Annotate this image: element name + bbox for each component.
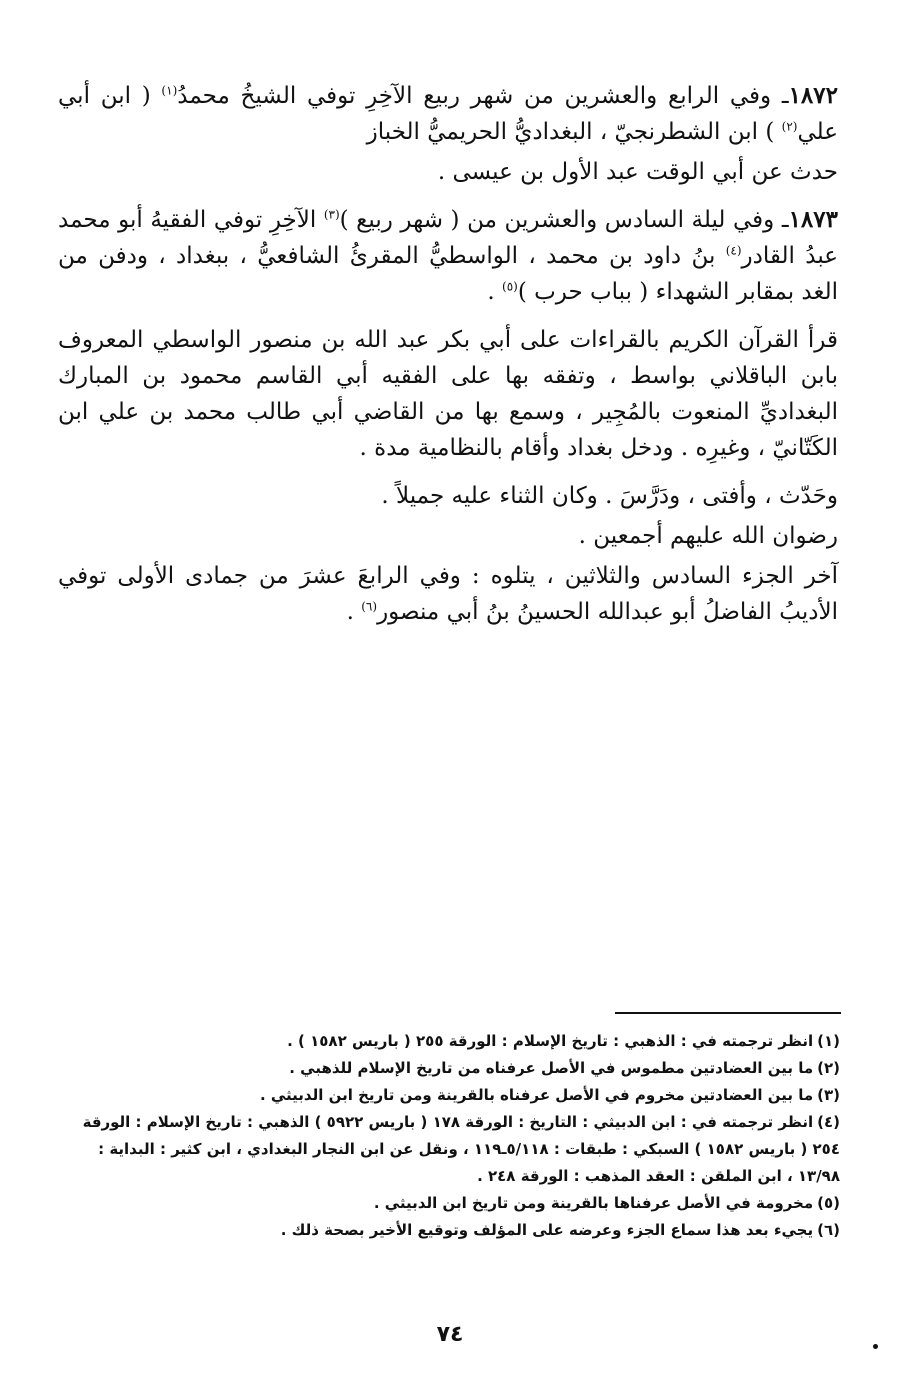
footnote-number: (٤) xyxy=(817,1113,840,1131)
closing-text: آخر الجزء السادس والثلاثين ، يتلوه : وفي الرابعَ عشرَ من جمادى الأولى توفي الأديبُ الفاضلُ أبو عبدالله الحسينُ بنُ أبي منصور xyxy=(58,563,838,625)
footnote-ref: (٢) xyxy=(781,119,798,134)
entry-number: ١٨٧٢ xyxy=(788,82,838,109)
footnotes xyxy=(62,1028,840,1244)
footnote xyxy=(62,1082,840,1109)
footnote-text: يجيء بعد هذا سماع الجزء وعرضه على المؤلف وتوقيع الأخير بصحة ذلك . xyxy=(280,1221,814,1239)
entry-1873-paragraph: رضوان الله عليهم أجمعين . xyxy=(578,523,838,549)
footnote-number: (٥) xyxy=(817,1194,840,1212)
closing-text: . xyxy=(346,599,362,625)
entry-text: ـ وفي الرابع والعشرين من شهر ربيع الآخِرِ توفي الشيخُ محمدُ xyxy=(177,83,789,109)
footnote-text: مخرومة في الأصل عرفناها بالقرينة ومن تاريخ ابن الدبيثي . xyxy=(373,1194,814,1212)
entry-text: . xyxy=(487,279,502,305)
entry-text: الآخِرِ توفي الفقيهُ أبو محمد عبدُ القادر xyxy=(58,207,838,269)
footnote xyxy=(62,1217,840,1244)
footnote-number: (٦) xyxy=(817,1221,840,1239)
footnote-divider xyxy=(615,1012,841,1014)
entry-1873-heading xyxy=(58,202,838,310)
footnote xyxy=(62,1109,840,1190)
entry-1873-paragraph: وحَدّث ، وأفتى ، ودَرَّسَ . وكان الثناء عليه جميلاً . xyxy=(381,483,838,509)
footnote xyxy=(62,1055,840,1082)
entry-1872-heading xyxy=(58,78,838,150)
entry-1873-paragraph: قرأ القرآن الكريم بالقراءات على أبي بكر عبد الله بن منصور الواسطي المعروف بابن الباقلاني بواسط ، وتفقه بها على الفقيه أبي القاسم محمود بن المبارك البغداديِّ المنعوت بالمُجِير ، وسمع بها من القاضي أبي طالب محمد بن علي ابن الكَتّانيّ ، وغيرِه . ودخل بغداد وأقام بالنظامية مدة . xyxy=(58,327,838,461)
footnote xyxy=(62,1028,840,1055)
footnote-ref: (٣) xyxy=(323,207,340,222)
footnote-ref: (٤) xyxy=(725,243,742,258)
entry-text: ) ابن الشطرنجيّ ، البغداديُّ الحريميُّ الخباز xyxy=(366,119,782,145)
footnote-text: ما بين العضادتين مخروم في الأصل عرفناه بالقرينة ومن تاريخ ابن الدبيثي . xyxy=(259,1086,814,1104)
main-text xyxy=(58,78,838,642)
footnote-number: (١) xyxy=(817,1032,840,1050)
entry-number: ١٨٧٣ xyxy=(788,206,838,233)
entry-text: ـ وفي ليلة السادس والعشرين من ( شهر ربيع ) xyxy=(339,207,789,233)
footnote xyxy=(62,1190,840,1217)
footnote-text: انظر ترجمته في : الذهبي : تاريخ الإسلام : الورقة ٢٥٥ ( باريس ١٥٨٢ ) . xyxy=(287,1032,814,1050)
page-number: ٧٤ xyxy=(436,1322,464,1347)
footnote-number: (٢) xyxy=(817,1059,840,1077)
ink-dot xyxy=(873,1344,878,1349)
entry-text: ( ابن أبي علي xyxy=(58,83,838,145)
footnote-text: انظر ترجمته في : ابن الدبيثي : التاريخ : الورقة ١٧٨ ( باريس ٥٩٢٢ ) الذهبي : تاريخ الإسلام : الورقة ٢٥٤ ( باريس ١٥٨٢ ) السبكي : طبقات : ٥/١١٨ـ١١٩ ، ونقل عن ابن النجار البغدادي ، ابن كثير : البداية : ١٣/٩٨ ، ابن الملقن : العقد المذهب : الورقة ٢٤٨ . xyxy=(82,1113,840,1185)
footnote-ref: (٥) xyxy=(502,279,518,294)
footnote-text: ما بين العضادتين مطموس في الأصل عرفناه من تاريخ الإسلام للذهبي . xyxy=(289,1059,814,1077)
footnote-ref: (١) xyxy=(161,83,178,98)
footnote-number: (٣) xyxy=(817,1086,840,1104)
entry-text: بنُ داود بن محمد ، الواسطيُّ المقرئُ الشافعيُّ ، ببغداد ، ودفن من الغد بمقابر الشهداء ( بباب حرب ) xyxy=(58,243,838,305)
entry-1872-paragraph: حدث عن أبي الوقت عبد الأول بن عيسى . xyxy=(437,159,838,185)
footnote-ref: (٦) xyxy=(361,599,378,614)
closing-paragraph xyxy=(58,558,838,630)
